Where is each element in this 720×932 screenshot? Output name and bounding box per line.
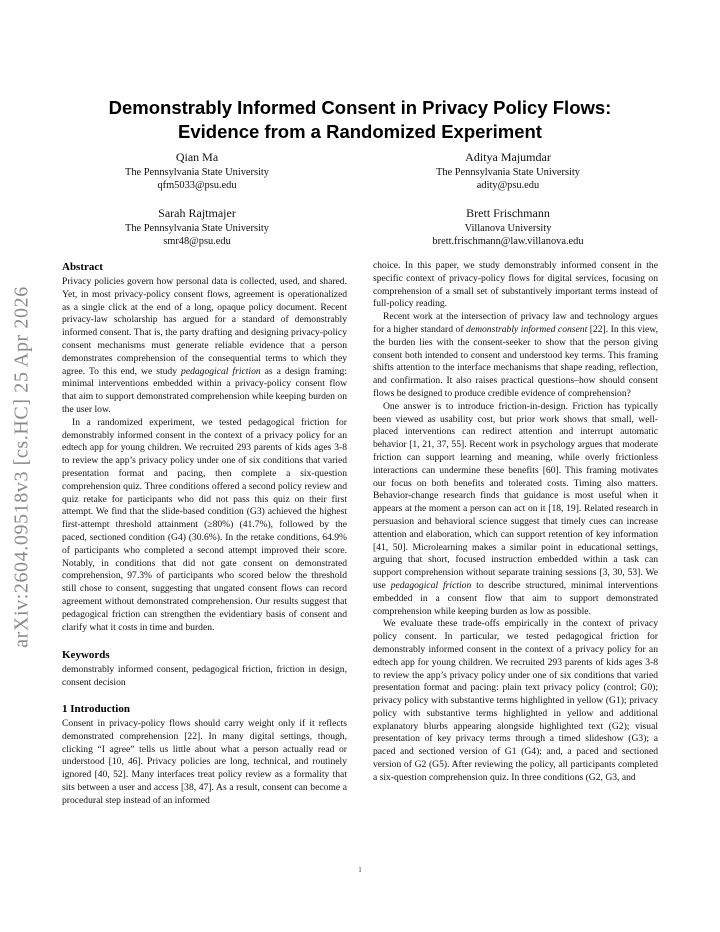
body-text: One answer is to introduce friction-in-design. Friction has typically been viewed as usability cost, but prior work shows that small, well-placed interventions can redirect attention and interrupt automatic behavior [1, 21, 37, 55]. Recent work in psychology argues that moderate friction can support learning and meaning, while overly frictionless interactions can undermine these benefits [60]. This framing motivates our focus on both benefits and tolerated costs. Timing also matters. Behavior-change research finds that guidance is most useful when it appears at the moment a person can act on it [18, 19]. Related research in persuasion and behavioral science suggest that timely cues can increase attention and elaboration, which can support retention of key information [41, 50]. Microlearning makes a similar point in educational settings, arguing that short, focused instruction embedded within a task can support comprehension without separate training sessions [3, 30, 53]. We use bbox=[373, 400, 658, 591]
author-block bbox=[373, 150, 643, 193]
left-column bbox=[62, 260, 347, 807]
title-line-1: Demonstrably Informed Consent in Privacy Policy Flows: bbox=[108, 97, 612, 118]
body-text: Recent work at the intersection of privacy law and technology argues for a higher standard of bbox=[373, 311, 658, 335]
arxiv-stamp bbox=[2, 0, 42, 932]
body-paragraph bbox=[373, 311, 658, 401]
author-block bbox=[373, 206, 643, 249]
author-email: brett.frischmann@law.villanova.edu bbox=[432, 236, 584, 248]
body-text: [22]. In this view, the burden lies with the consent-seeker to show that the person giving consent both intended to consent and understood key terms. This framing shifts attention to the interface mechanisms that shape reading, reflection, and confirmation. It also raises practical questions–how should consent flows be designed to produce credible evidence of comprehension? bbox=[373, 323, 658, 399]
author-affiliation: The Pennsylvania State University bbox=[125, 222, 269, 234]
author-block bbox=[62, 150, 332, 193]
author-name: Aditya Majumdar bbox=[465, 150, 551, 164]
abstract-emphasis: pedagogical friction bbox=[181, 365, 261, 377]
author-name: Sarah Rajtmajer bbox=[158, 206, 236, 220]
keywords-text: demonstrably informed consent, pedagogical friction, friction in design, consent decision bbox=[62, 664, 347, 689]
author-affiliation: Villanova University bbox=[464, 222, 552, 234]
author-name: Brett Frischmann bbox=[466, 206, 550, 220]
author-email: qfm5033@psu.edu bbox=[157, 180, 237, 192]
introduction-paragraph: Consent in privacy-policy flows should carry weight only if it reflects demonstrated comprehension [22]. In many digital settings, though, clicking “I agree” tells us little about what a person actually read or understood [10, 46]. Privacy policies are long, technical, and routinely ignored [40, 52]. Many interfaces treat policy review as a formality that sits between a user and access [38, 47]. As a result, consent can become a procedural step instead of an informed bbox=[62, 717, 347, 806]
abstract-heading: Abstract bbox=[62, 261, 103, 273]
author-name: Qian Ma bbox=[175, 150, 219, 164]
abstract-text: Privacy policies govern how personal data is collected, used, and shared. Yet, in most privacy-policy consent flows, agreement is operationalized as a single click at the end of a long, opaque policy document. Recent privacy-law scholarship has argued for a standard of demonstrably informed consent. That is, the party drafting and designing privacy-policy consent mechanisms must generate reliable evidence that a person demonstrates comprehension of the consequential terms to which they agree. To this end, we study bbox=[62, 276, 347, 377]
right-column bbox=[373, 260, 658, 785]
body-emphasis: demonstrably informed consent bbox=[466, 323, 588, 335]
keywords-heading: Keywords bbox=[62, 649, 110, 662]
title-line-2: Evidence from a Randomized Experiment bbox=[178, 121, 542, 142]
author-affiliation: The Pennsylvania State University bbox=[125, 166, 269, 178]
body-emphasis: pedagogical friction bbox=[390, 579, 472, 591]
author-affiliation: The Pennsylvania State University bbox=[436, 166, 580, 178]
author-email: adity@psu.edu bbox=[476, 180, 540, 192]
body-paragraph bbox=[373, 401, 658, 619]
page-number: 1 bbox=[358, 866, 362, 874]
paper-title bbox=[62, 96, 658, 144]
abstract-text: as a design framing: minimal interventions embedded within a privacy-policy consent flow that aim to support demonstrated comprehension while keeping burden on the user low. bbox=[62, 365, 347, 415]
abstract-paragraph bbox=[62, 276, 347, 417]
body-paragraph: choice. In this paper, we study demonstrably informed consent in the specific context of privacy-policy flows for digital services, focusing on comprehension of a small set of substantively important terms instead of full-policy reading. bbox=[373, 260, 658, 310]
author-email: smr48@psu.edu bbox=[163, 236, 231, 248]
arxiv-identifier: arXiv:2604.09518v3 [cs.HC] 25 Apr 2026 bbox=[10, 286, 33, 648]
abstract-paragraph: In a randomized experiment, we tested pedagogical friction for demonstrably informed consent in the context of a privacy policy for an edtech app for young children. We recruited 293 parents of kids ages 3-8 to review the app’s privacy policy under one of six conditions that varied presentation format and pacing, then complete a six-question comprehension quiz. Three conditions offered a second policy review and quiz retake for participants who did not pass this quiz on their first attempt. We find that the slide-based condition (G3) achieved the highest first-attempt threshold attainment (≥80%) (41.7%), followed by the paced, sectioned condition (G4) (30.6%). In the retake conditions, 64.9% of participants who completed a second attempt improved their score. Notably, in conditions that did not gate consent on demonstrated comprehension, 97.3% of participants who scored below the threshold still chose to consent, suggesting that ungated consent flows can record agreement without demonstrated comprehension. Our results suggest that pedagogical friction can strengthen the evidentiary basis of consent and clarify what it costs in time and burden. bbox=[62, 416, 347, 633]
body-text: to describe structured, minimal interventions embedded in a consent flow that aim to support demonstrated comprehension while keeping burden as low as possible. bbox=[373, 579, 658, 617]
author-block bbox=[62, 206, 332, 249]
body-paragraph: We evaluate these trade-offs empirically in the context of privacy policy consent. In particular, we tested pedagogical friction for demonstrably informed consent in the context of a privacy policy for an edtech app for young children. We recruited 293 parents of kids ages 3-8 to review the app’s privacy policy under one of six conditions that varied presentation format and pacing: plain text privacy policy (control; G0); privacy policy with substantive terms highlighted in yellow (G1); privacy policy with substantive terms highlighted in yellow and additional explanatory blurbs appearing alongside highlighted text (G2); visual presentation of key privacy terms through a timed slideshow (G3); a paced and sectioned version of G1 (G4); and, a paced and sectioned version of G2 (G5). After reviewing the policy, all participants completed a six-question comprehension quiz. In three conditions (G2, G3, and bbox=[373, 618, 658, 783]
introduction-heading: 1 Introduction bbox=[62, 702, 130, 715]
